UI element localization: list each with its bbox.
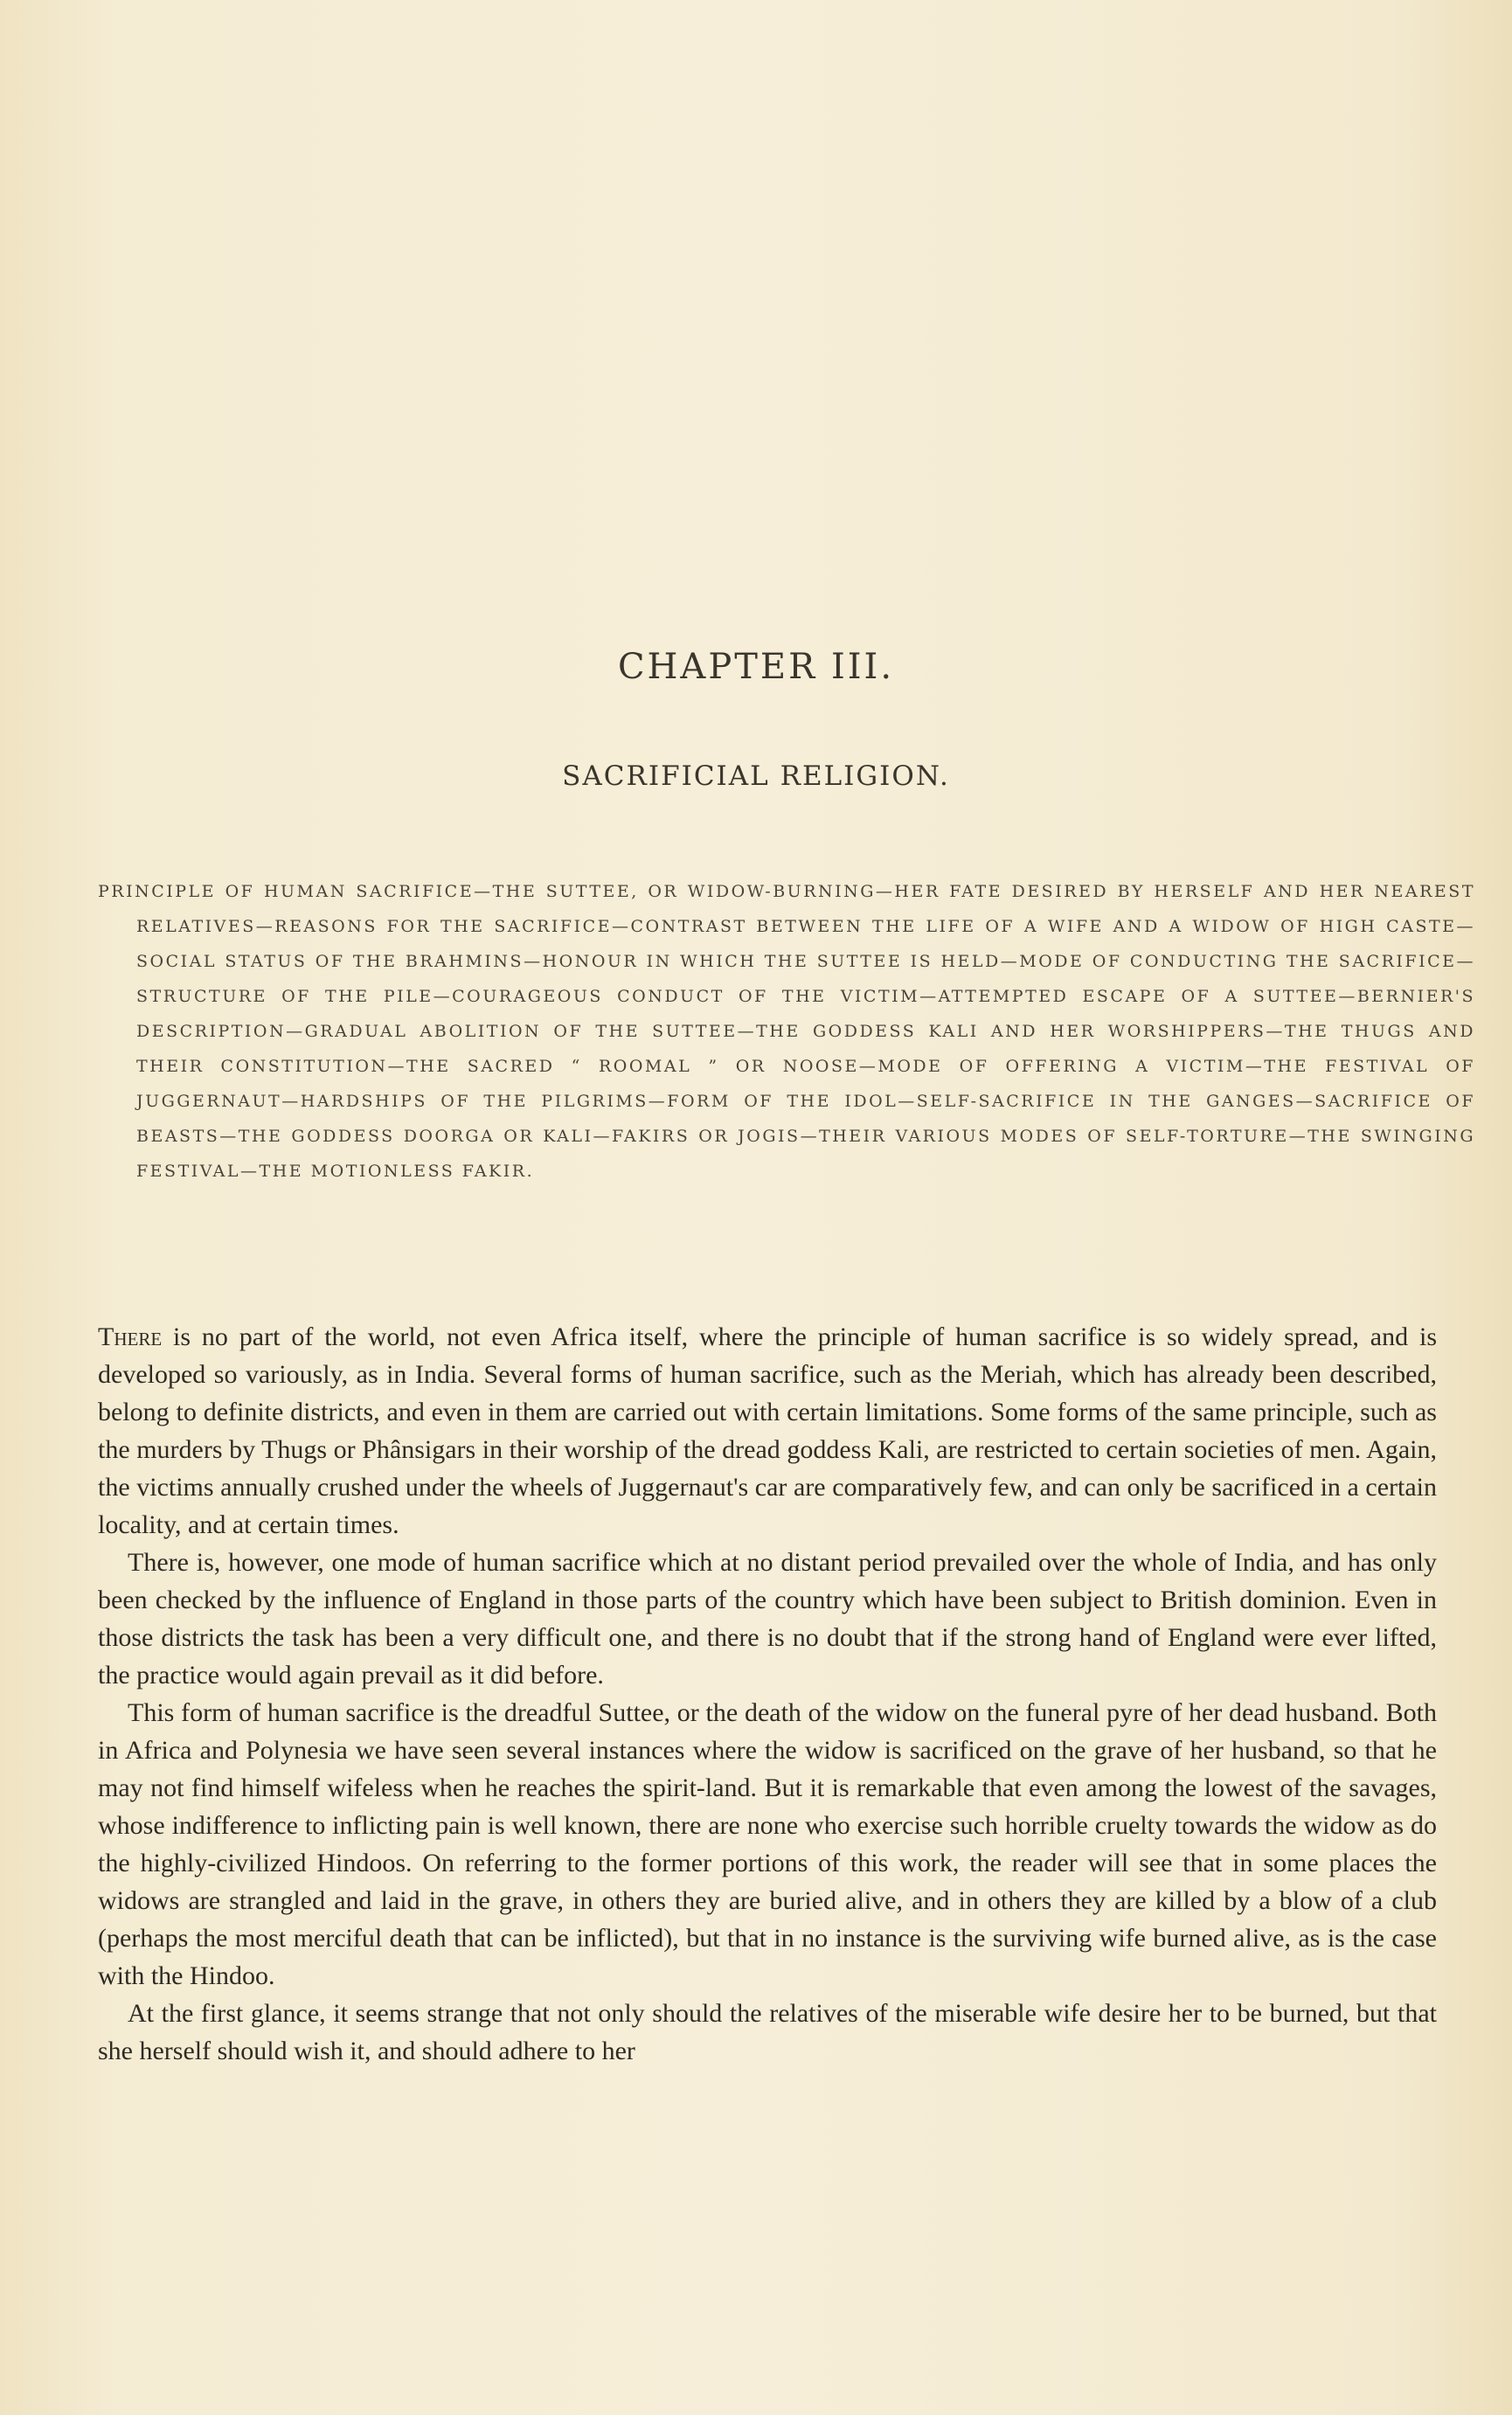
paragraph-3: This form of human sacrifice is the dreadful Suttee, or the death of the widow on the funeral pyre of her dead husband. Both in Africa and Polynesia we have seen several instances where the widow is sacrificed on the grave of her husband, so that he may not find himself wifeless when he reaches the spirit-land. But it is remarkable that even among the lowest of the savages, whose indifference to inflicting pain is well known, there are none who exercise such horrible cruelty towards the widow as do the highly-civilized Hindoos. On referring to the former portions of this work, the reader will see that in some places the widows are strangled and laid in the grave, in others they are buried alive, and in others they are killed by a blow of a club (perhaps the most merciful death that can be inflicted), but that in no instance is the surviving wife burned alive, as is the case with the Hindoo. bbox=[98, 1698, 1437, 1990]
body-text bbox=[98, 1318, 1437, 2070]
paragraph-2: There is, however, one mode of human sacrifice which at no distant period prevailed over the whole of India, and has only been checked by the influence of England in those parts of the country which have been subject to British dominion. Even in those districts the task has been a very difficult one, and there is no doubt that if the strong hand of England were ever lifted, the practice would again prevail as it did before. bbox=[98, 1548, 1437, 1690]
drop-word: There bbox=[98, 1322, 163, 1351]
chapter-title: CHAPTER III. bbox=[617, 647, 895, 687]
paragraph-1-text: is no part of the world, not even Africa itself, where the principle of human sacrifice is so widely spread, and is developed so variously, as in India. Several forms of human sacrifice, such as the Meriah, which has already been described, belong to definite districts, and even in them are carried out with certain limitations. Some forms of the same principle, such as the murders by Thugs or Phânsigars in their worship of the dread goddess Kali, are restricted to certain societies of men. Again, the victims annually crushed under the wheels of Juggernaut's car are comparatively few, and can only be sacrificed in a certain locality, and at certain times. bbox=[98, 1322, 1437, 1539]
paragraph-1 bbox=[98, 1318, 1437, 1544]
chapter-synopsis: PRINCIPLE OF HUMAN SACRIFICE—THE SUTTEE, OR WIDOW-BURNING—HER FATE DESIRED BY HERSELF AND HER NEAREST RELATIVES—REASONS FOR THE SACRIFICE—CONTRAST BETWEEN THE LIFE OF A WIFE AND A WIDOW OF HIGH CASTE—SOCIAL STATUS OF THE BRAHMINS—HONOUR IN WHICH THE SUTTEE IS HELD—MODE OF CONDUCTING THE SACRIFICE—STRUCTURE OF THE PILE—COURAGEOUS CONDUCT OF THE VICTIM—ATTEMPTED ESCAPE OF A SUTTEE—BERNIER'S DESCRIPTION—GRADUAL ABOLITION OF THE SUTTEE—THE GODDESS KALI AND HER WORSHIPPERS—THE THUGS AND THEIR CONSTITUTION—THE SACRED “ ROOMAL ” OR NOOSE—MODE OF OFFERING A VICTIM—THE FESTIVAL OF JUGGERNAUT—HARDSHIPS OF THE PILGRIMS—FORM OF THE IDOL—SELF-SACRIFICE IN THE GANGES—SACRIFICE OF BEASTS—THE GODDESS DOORGA OR KALI—FAKIRS OR JOGIS—THEIR VARIOUS MODES OF SELF-TORTURE—THE SWINGING FESTIVAL—THE MOTIONLESS FAKIR. bbox=[98, 882, 1475, 1181]
paragraph-4: At the first glance, it seems strange that not only should the relatives of the miserable wife desire her to be burned, but that she herself should wish it, and should adhere to her bbox=[98, 1999, 1437, 2065]
chapter-subtitle: SACRIFICIAL RELIGION. bbox=[562, 760, 950, 792]
